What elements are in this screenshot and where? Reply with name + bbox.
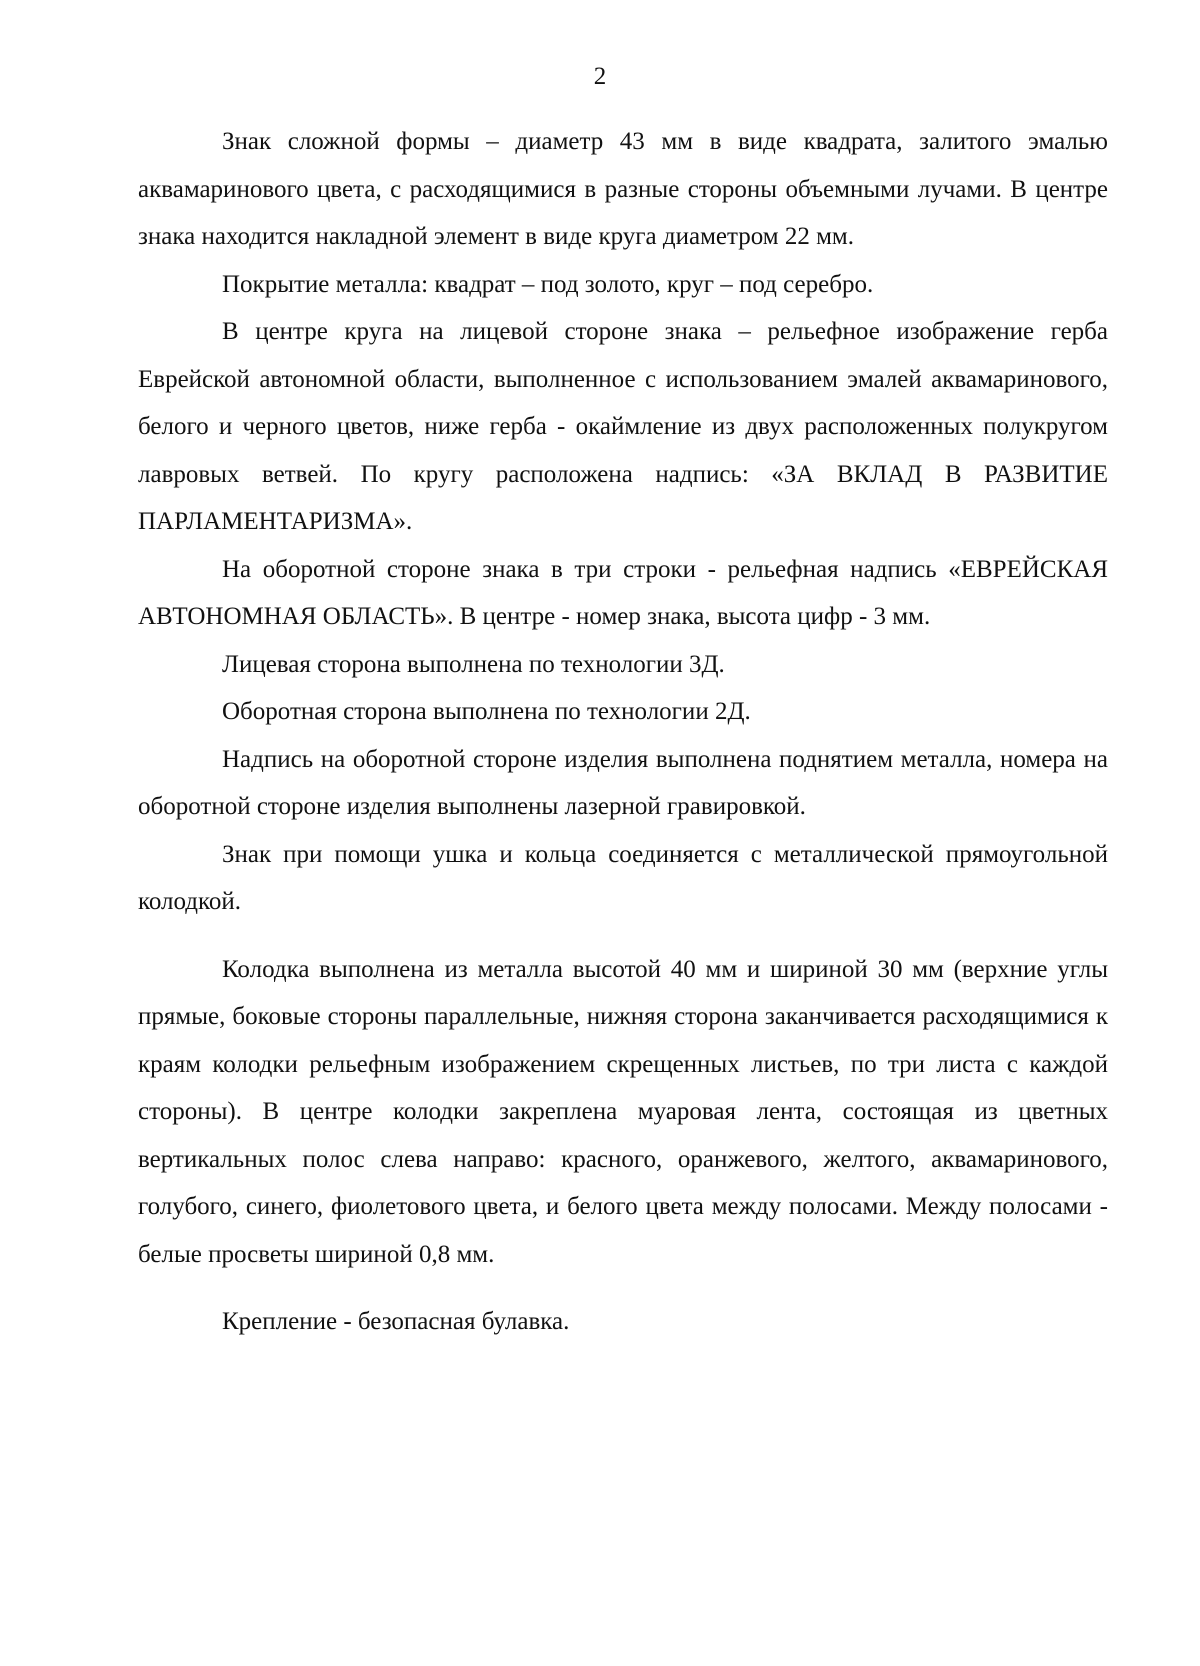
- paragraph-fastening: Крепление - безопасная булавка.: [222, 1308, 570, 1335]
- paragraph-metal-coating: Покрытие металла: квадрат – под золото, круг – под серебро.: [222, 270, 874, 298]
- paragraph-front-technology: Лицевая сторона выполнена по технологии 3Д.: [222, 650, 725, 678]
- paragraph-block-description: Колодка выполнена из металла высотой 40 мм и шириной 30 мм (верхние углы прямые, боковые стороны параллельные, нижняя сторона заканчивается расходящимися к краям колодки рельефным изображением скрещенных листьев, по три листа с каждой стороны). В центре колодки закреплена муаровая лента, состоящая из цветных вертикальных полос слева направо: красного, оранжевого, желтого, аквамаринового, голубого, синего, фиолетового цвета, и белого цвета между полосами. Между полосами - белые просветы шириной 0,8 мм.: [138, 955, 1108, 1268]
- document-body: [138, 118, 1108, 1346]
- paragraph-inscription-method: Надпись на оборотной стороне изделия выполнена поднятием металла, номера на оборотной стороне изделия выполнены лазерной гравировкой.: [138, 745, 1108, 820]
- paragraph-back-side: На оборотной стороне знака в три строки - рельефная надпись «ЕВРЕЙСКАЯ АВТОНОМНАЯ ОБЛАСТЬ». В центре - номер знака, высота цифр - 3 мм.: [138, 555, 1108, 630]
- paragraph-connection: Знак при помощи ушка и кольца соединяется с металлической прямоугольной колодкой.: [138, 840, 1108, 915]
- paragraph-front-side: В центре круга на лицевой стороне знака – рельефное изображение герба Еврейской автономной области, выполненное с использованием эмалей аквамаринового, белого и черного цветов, ниже герба - окаймление из двух расположенных полукругом лавровых ветвей. По кругу расположена надпись: «ЗА ВКЛАД В РАЗВИТИЕ ПАРЛАМЕНТАРИЗМА».: [138, 318, 1108, 535]
- paragraph-back-technology: Оборотная сторона выполнена по технологии 2Д.: [222, 698, 751, 725]
- paragraph-badge-shape: Знак сложной формы – диаметр 43 мм в виде квадрата, залитого эмалью аквамаринового цвета, с расходящимися в разные стороны объемными лучами. В центре знака находится накладной элемент в виде круга диаметром 22 мм.: [138, 128, 1108, 250]
- page-number: 2: [593, 63, 607, 90]
